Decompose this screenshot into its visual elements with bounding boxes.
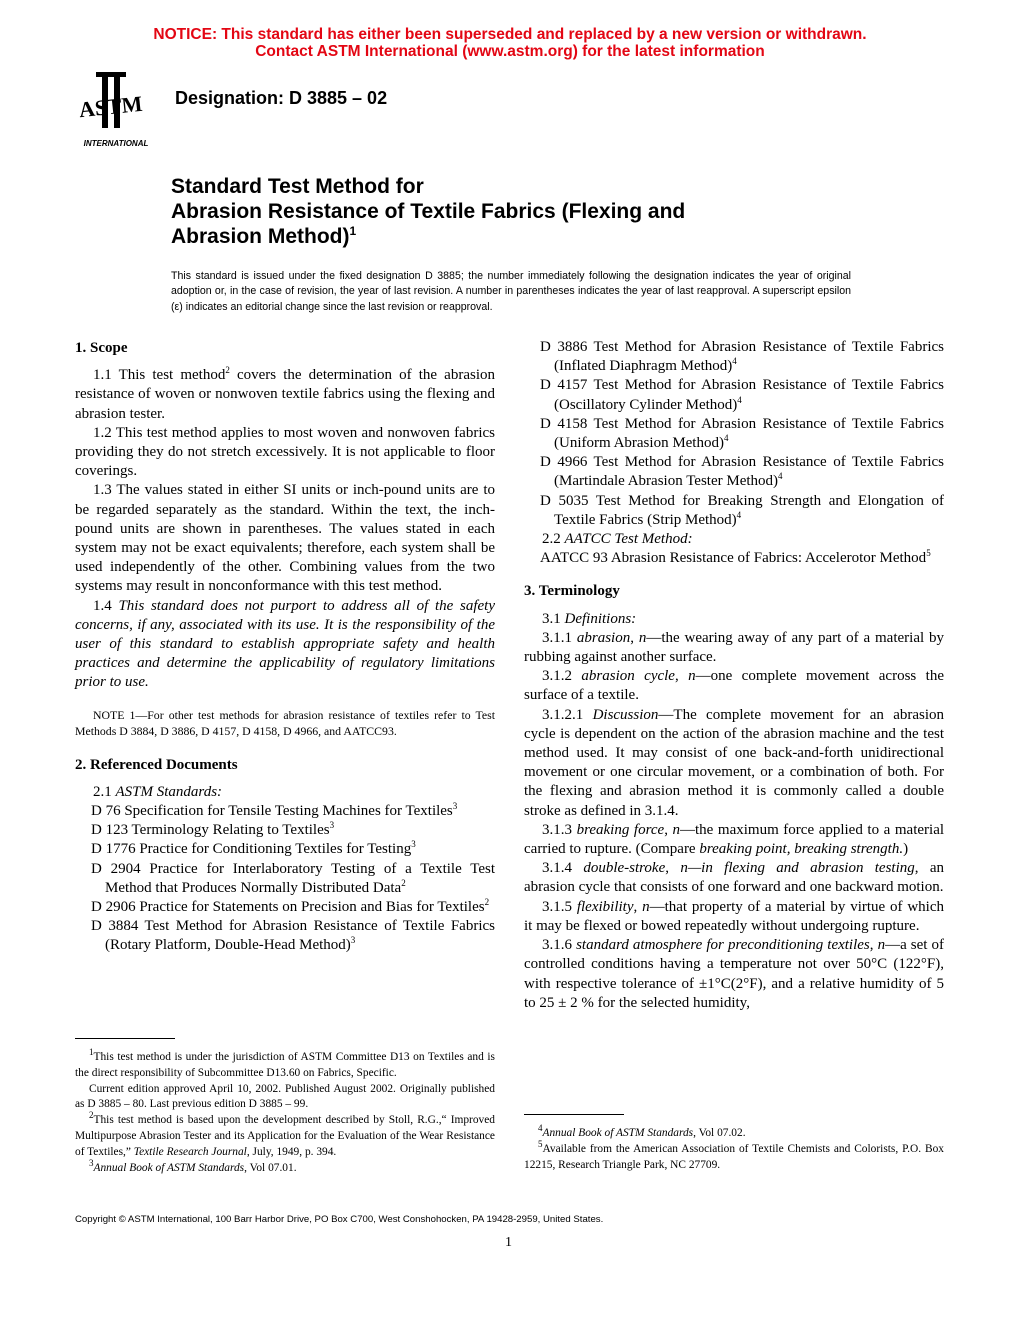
intro-paragraph: This standard is issued under the fixed designation D 3885; the number immediately following the designation indicates the year of original adoption or, in the case of revision, the year of last revision. A number in parentheses indicates the year of last reapproval. A superscript epsilon (ε) indicates an editorial change since the last revision or reapproval.: [171, 270, 851, 313]
designation: Designation: D 3885 – 02: [175, 88, 388, 108]
footnote-divider-right: [524, 1114, 624, 1115]
definition-discussion: 3.1.2.1 Discussion—The complete movement for an abrasion cycle is dependent on the action of the abrasion machine and the test method used. It may consist of one back-and-forth unidirectional movement or one circular movement, or a combination of both. For the flexing and abrasion method it is commonly called a double stroke as defined in 3.1.4.: [524, 706, 945, 819]
footnote-divider: [75, 1038, 175, 1039]
ref-item: D 76 Specification for Tensile Testing Machines for Textiles$^3$: [91, 801, 458, 820]
page-number: 1: [505, 1235, 512, 1250]
paragraph-1-3: 1.3 The values stated in either SI units or inch-pound units are to be regarded separately as the standard. Within the text, the inch-pound units are shown in parentheses. The values stated in each system may not be exact equivalents; therefore, each system shall be used independently of the other. Combining values from the two systems may result in nonconformance with this test method.: [75, 482, 495, 595]
aatcc-ref: AATCC 93 Abrasion Resistance of Fabrics: Accelerotor Method$^5$: [540, 548, 931, 567]
footnotes-right: [524, 1123, 944, 1173]
footnotes-left: [75, 1047, 495, 1176]
definition-double-stroke: 3.1.4 double-stroke, n—in flexing and abrasion testing, an abrasion cycle that consists of one forward and one backward motion.: [524, 860, 945, 896]
ref-item: D 4157 Test Method for Abrasion Resistance of Textile Fabrics (Oscillatory Cylinder Method)$^4$: [540, 377, 944, 413]
logo-text: ASTM: [77, 90, 144, 123]
footnote-1: $^1$This test method is under the jurisdiction of ASTM Committee D13 on Textiles and is the direct responsibility of Subcommittee D13.60 on Fabrics, Specific.: [75, 1047, 495, 1079]
section-terminology-heading: 3. Terminology: [524, 583, 620, 600]
subsection-2-2: 2.2 AATCC Test Method:: [542, 531, 693, 548]
ref-item: D 2906 Practice for Statements on Precision and Bias for Textiles$^2$: [91, 897, 490, 916]
definition-abrasion: 3.1.1 abrasion, n—the wearing away of any part of a material by rubbing against another surface.: [524, 629, 945, 666]
subsection-3-1: 3.1 Definitions:: [542, 610, 637, 627]
paragraph-1-1: 1.1 This test method$^2$ covers the determination of the abrasion resistance of woven or nonwoven textile fabrics using the flexing and abrasion tester.: [75, 365, 495, 422]
footnote-1-edition: Current edition approved April 10, 2002. Published August 2002. Originally published as D 3885 – 80. Last previous edition D 3885 – 99.: [75, 1082, 495, 1111]
ref-item: D 3884 Test Method for Abrasion Resistance of Textile Fabrics (Rotary Platform, Double-Head Method)$^3$: [91, 918, 495, 954]
ref-item: D 2904 Practice for Interlaboratory Testing of a Textile Test Method that Produces Normally Distributed Data$^2$: [91, 860, 495, 896]
note-1: NOTE 1—For other test methods for abrasion resistance of textiles refer to Test Methods D 3884, D 3886, D 4157, D 4158, D 4966, and AATCC93.: [75, 707, 495, 739]
footnote-4: $^4$Annual Book of ASTM Standards, Vol 07.02.: [538, 1123, 746, 1139]
section-scope-heading: 1. Scope: [75, 340, 128, 356]
ref-item: D 3886 Test Method for Abrasion Resistance of Textile Fabrics (Inflated Diaphragm Method)$^4$: [540, 339, 944, 375]
ref-item: D 123 Terminology Relating to Textiles$^3$: [91, 820, 335, 839]
title-footnote-mark: 1: [349, 224, 357, 238]
paragraph-1-2: 1.2 This test method applies to most woven and nonwoven fabrics providing they do not stretch excessively. It is not applicable to floor coverings.: [75, 424, 495, 480]
title-line-2: Abrasion Resistance of Textile Fabrics (Flexing and: [171, 200, 686, 223]
footnote-2: $^2$This test method is based upon the development described by Stoll, R.G.,“ Improved Multipurpose Abrasion Tester and its Application for the Evaluation of the Wear Resistance of Textiles,” Textile Research Journal, July, 1949, p. 394.: [75, 1110, 495, 1158]
footnote-5: $^5$Available from the American Association of Textile Chemists and Colorists, P.O. Box 12215, Research Triangle Park, NC 27709.: [524, 1139, 944, 1171]
definition-flexibility: 3.1.5 flexibility, n—that property of a material by virtue of which it may be flexed or bowed repeatedly without undergoing rupture.: [524, 898, 945, 934]
ref-item: D 4158 Test Method for Abrasion Resistance of Textile Fabrics (Uniform Abrasion Method)$^4$: [540, 415, 944, 452]
ref-item: D 4966 Test Method for Abrasion Resistance of Textile Fabrics (Martindale Abrasion Tester Method)$^4$: [540, 454, 944, 490]
ref-item: D 5035 Test Method for Breaking Strength and Elongation of Textile Fabrics (Strip Method)$^4$: [540, 492, 944, 528]
logo-subtitle: INTERNATIONAL: [83, 139, 149, 148]
notice-line-2: Contact ASTM International (www.astm.org) for the latest information: [255, 43, 765, 60]
copyright: Copyright © ASTM International, 100 Barr Harbor Drive, PO Box C700, West Conshohocken, PA 19428-2959, United States.: [75, 1214, 604, 1225]
left-column: [75, 338, 495, 956]
notice-line-1: NOTICE: This standard has either been superseded and replaced by a new version or withdrawn.: [153, 26, 867, 43]
definition-abrasion-cycle: 3.1.2 abrasion cycle, n—one complete movement across the surface of a textile.: [524, 668, 944, 704]
paragraph-1-4: 1.4 This standard does not purport to address all of the safety concerns, if any, associated with its use. It is the responsibility of the user of this standard to establish appropriate safety and health practices and determine the applicability of regulatory limitations prior to use.: [75, 597, 496, 691]
right-column: [524, 338, 944, 1013]
title-line-1: Standard Test Method for: [171, 175, 424, 198]
footnote-3: $^3$Annual Book of ASTM Standards, Vol 07.01.: [89, 1157, 297, 1174]
title-line-3: Abrasion Method): [171, 225, 350, 248]
definition-standard-atmosphere: 3.1.6 standard atmosphere for preconditioning textiles, n—a set of controlled conditions having a temperature not over 50°C (122°F), with respective tolerance of ±1°C(2°F), and a relative humidity of 5 to 25 ± 2 % for the selected humidity,: [524, 937, 945, 1011]
notice-banner: [0, 26, 1020, 60]
subsection-2-1: 2.1 ASTM Standards:: [93, 783, 223, 800]
ref-item: D 1776 Practice for Conditioning Textiles for Testing$^3$: [91, 839, 416, 858]
definition-breaking-force: 3.1.3 breaking force, n—the maximum force applied to a material carried to rupture. (Compare breaking point, breaking strength.): [524, 821, 945, 858]
document-title: [171, 174, 871, 249]
astm-logo-icon: [70, 70, 162, 150]
section-referenced-documents-heading: 2. Referenced Documents: [75, 756, 238, 773]
